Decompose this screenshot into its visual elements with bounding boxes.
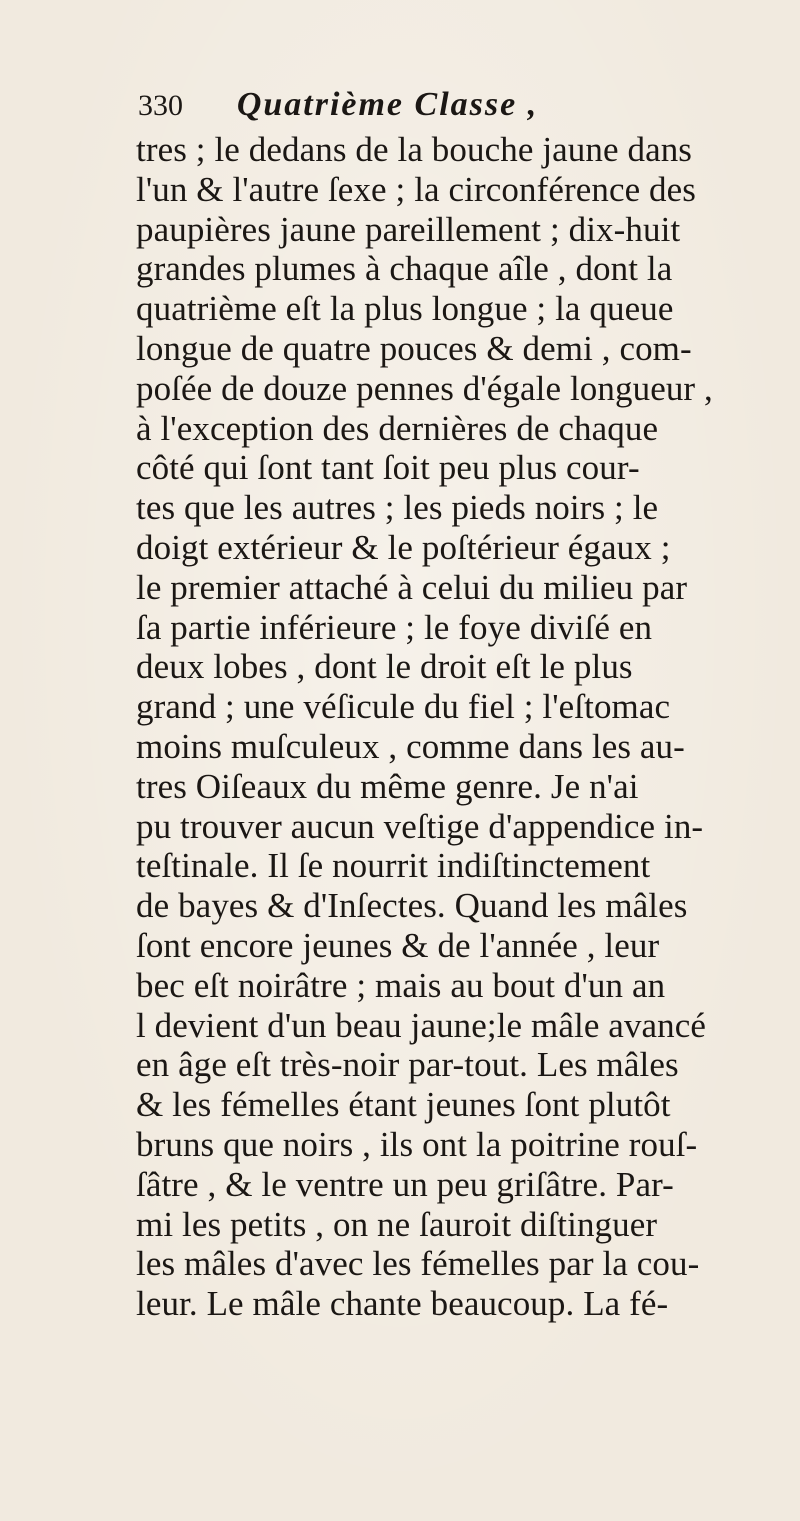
text-line: à l'exception des dernières de chaque <box>136 408 659 448</box>
text-line: leur. Le mâle chante beaucoup. La fé- <box>136 1284 669 1324</box>
text-line: teſtinale. Il ſe nourrit indiſtinctement <box>136 846 651 886</box>
text-line: deux lobes , dont le droit eſt le plus <box>136 647 633 687</box>
text-line: moins muſculeux , comme dans les au- <box>136 726 685 766</box>
text-line: tres Oiſeaux du même genre. Je n'ai <box>136 766 639 806</box>
text-line: le premier attaché à celui du milieu par <box>136 567 688 607</box>
text-line: paupières jaune pareillement ; dix-huit <box>136 209 681 249</box>
text-line: ſâtre , & le ventre un peu griſâtre. Par- <box>136 1164 674 1204</box>
text-line: côté qui ſont tant ſoit peu plus cour- <box>136 448 640 488</box>
text-line: grandes plumes à chaque aîle , dont la <box>136 249 673 289</box>
text-line: les mâles d'avec les fémelles par la cou- <box>136 1244 700 1284</box>
text-line: tes que les autres ; les pieds noirs ; le <box>136 488 659 528</box>
running-head: Quatrième Classe , <box>236 86 539 123</box>
text-line: grand ; une véſicule du fiel ; l'eſtomac <box>136 687 671 727</box>
text-line: & les fémelles étant jeunes ſont plutôt <box>136 1085 671 1125</box>
text-line: l devient d'un beau jaune;le mâle avancé <box>136 1005 707 1045</box>
text-line: en âge eſt très-noir par-tout. Les mâles <box>136 1045 679 1085</box>
text-line: mi les petits , on ne ſauroit diſtinguer <box>136 1204 658 1244</box>
text-line: longue de quatre pouces & demi , com- <box>136 328 692 368</box>
text-line: quatrième eſt la plus longue ; la queue <box>136 289 674 329</box>
text-line: ſont encore jeunes & de l'année , leur <box>136 925 660 965</box>
page-number: 330 <box>138 89 183 122</box>
page-header <box>138 82 778 126</box>
text-line: tres ; le dedans de la bouche jaune dans <box>136 130 693 169</box>
text-line: de bayes & d'Inſectes. Quand les mâles <box>136 886 688 926</box>
text-line: bec eſt noirâtre ; mais au bout d'un an <box>136 965 666 1005</box>
text-line: doigt extérieur & le poſtérieur égaux ; <box>136 527 671 567</box>
text-line: pu trouver aucun veſtige d'appendice in- <box>136 806 704 846</box>
body-text <box>136 130 772 1324</box>
text-line: bruns que noirs , ils ont la poitrine rouſ- <box>136 1124 698 1164</box>
text-line: poſée de douze pennes d'égale longueur , <box>136 368 713 408</box>
text-line: ſa partie inférieure ; le foye diviſé en <box>136 607 653 647</box>
text-line: l'un & l'autre ſexe ; la circonférence des <box>136 169 697 209</box>
